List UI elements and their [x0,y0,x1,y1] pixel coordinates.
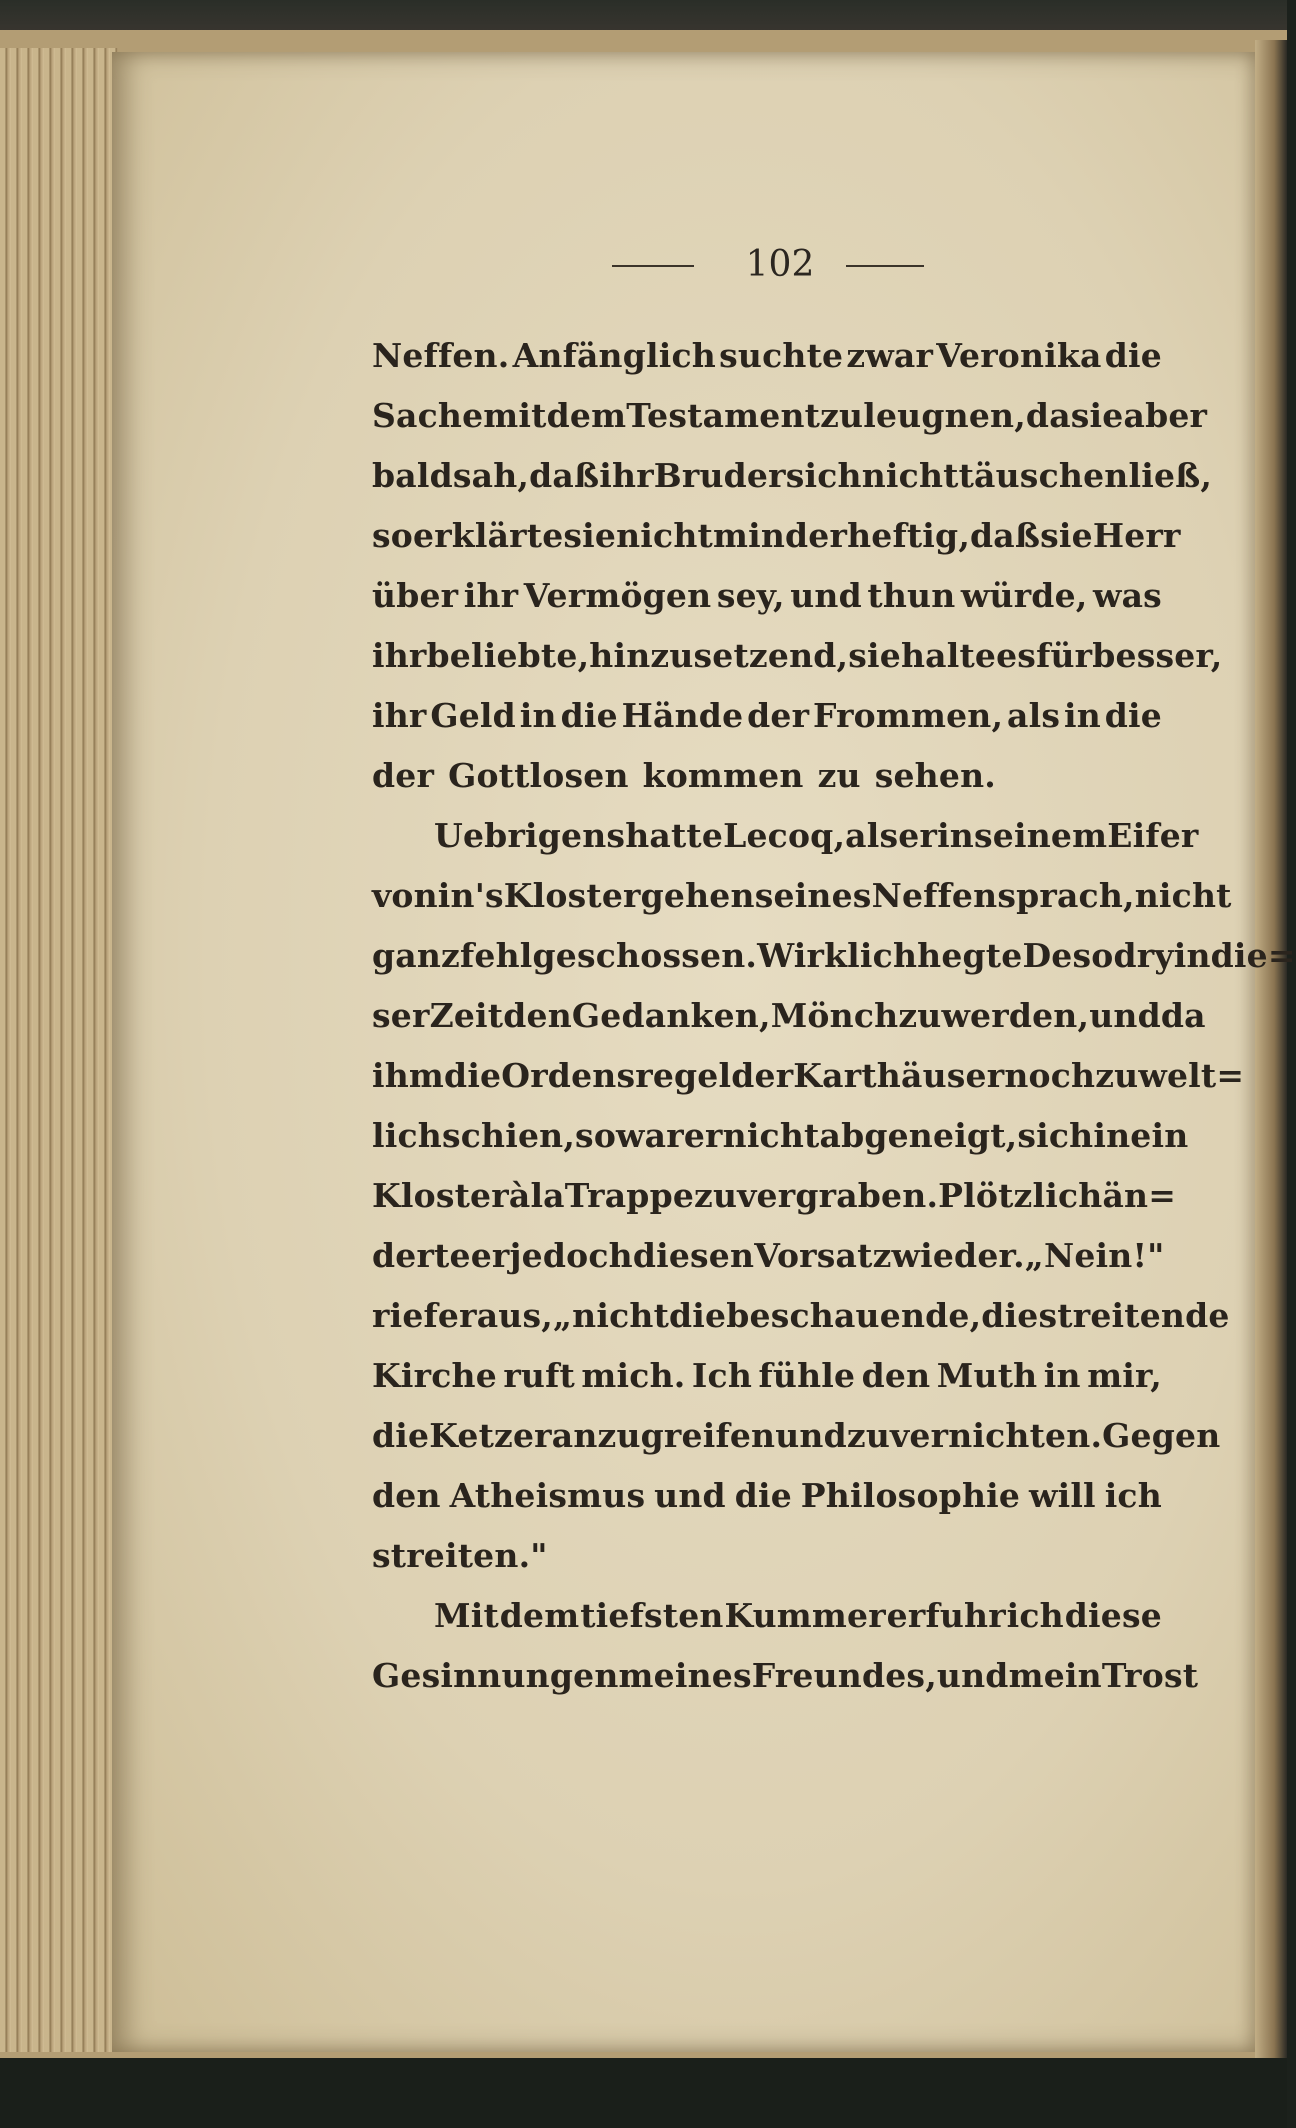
word: diese [1064,1596,1162,1635]
word: Lecoq, [723,816,846,855]
word: daß [970,516,1041,555]
word: die [444,1056,502,1095]
word: will [1028,1476,1096,1515]
word: den [861,1356,931,1395]
word: abgeneigt, [819,1116,1018,1155]
word: Wirklich [757,936,918,975]
word: Ich [691,1356,753,1395]
word: sprach, [997,876,1135,915]
word: ich [1104,1476,1162,1515]
word: in [1043,1356,1081,1395]
word: die [669,1296,727,1335]
word: hegte [917,936,1023,975]
word: war [616,1116,684,1155]
word: er [683,1116,723,1155]
word: und [936,1656,1009,1695]
word: Veronika [936,336,1102,375]
word: derte [372,1236,471,1275]
word: noch [1004,1056,1096,1095]
word: für [1036,636,1093,675]
word: erfuhr [886,1596,1006,1635]
word: als [1007,696,1061,735]
word: ihr [372,696,427,735]
word: nicht [616,516,713,555]
word: nicht [722,1116,820,1155]
word: Mit [434,1596,499,1635]
word: und [654,1476,726,1515]
word: beliebte, [426,636,590,675]
word: in [1093,1116,1131,1155]
word: die [981,1296,1039,1335]
text-line [372,506,1181,566]
page-header [0,240,1287,290]
word: zu [898,996,942,1035]
word: jedoch [509,1236,633,1275]
word: der [747,696,810,735]
word: kommen [642,756,804,795]
word: thun [867,576,956,615]
word: Trappe [564,1176,695,1215]
word: ihm [372,1056,445,1095]
word: den [503,996,572,1035]
word: zu [817,756,861,795]
word: minder [712,516,848,555]
text-line [372,1466,1162,1526]
text-line [372,446,1213,506]
page-spine [1255,40,1287,2060]
text-line [372,1166,1177,1226]
word: der [731,1056,794,1095]
word: zu [694,1176,738,1215]
word: halte [900,636,997,675]
word: die [1104,696,1162,735]
word: schien, [441,1116,576,1155]
word: Mönch [770,996,899,1035]
word: Kirche [372,1356,497,1395]
word: die [372,1416,430,1455]
word: seinem [974,816,1108,855]
text-line [372,566,1162,626]
word: nicht [861,456,959,495]
word: Uebrigens [434,816,626,855]
word: leugnen, [863,396,1026,435]
word: Gottlosen [448,756,629,795]
word: Vermögen [523,576,712,615]
text-line [372,866,1232,926]
word: Eifer [1107,816,1199,855]
word: ruft [503,1356,575,1395]
word: in [1063,696,1101,735]
word: würde, [960,576,1088,615]
word: Vorsatz [754,1236,892,1275]
word: Trost [1101,1656,1199,1695]
word: mir, [1087,1356,1162,1395]
word: Philosophie [800,1476,1021,1515]
text-line [372,986,1206,1046]
word: Gegen [1102,1416,1221,1455]
word: Herr [1092,516,1181,555]
word: anzugreifen [551,1416,776,1455]
word: Anfänglich [512,336,716,375]
word: hinzusetzend, [589,636,849,675]
word: erklärte [413,516,564,555]
word: wieder. [891,1236,1025,1275]
word: tiefsten [580,1596,724,1635]
word: der [372,756,435,795]
word: lich [372,1116,442,1155]
word: Gesinnungen [372,1656,619,1695]
word: Testament [626,396,821,435]
word: Freundes, [751,1656,937,1695]
word: än= [1102,1176,1177,1215]
text-line [372,746,1162,806]
word: mit [483,396,547,435]
word: Frommen, [813,696,1004,735]
word: bald [372,456,453,495]
word: ihr [599,456,654,495]
word: Zeit [429,996,504,1035]
text-line [372,326,1162,386]
word: als [845,816,899,855]
word: sie [848,636,901,675]
word: zu [1095,1056,1139,1095]
word: Muth [936,1356,1038,1395]
word: vergraben. [737,1176,939,1215]
word: werden, [941,996,1090,1035]
word: diesen [632,1236,755,1275]
word: und [775,1416,847,1455]
word: streitende [1038,1296,1230,1335]
word: er [898,816,938,855]
word: Neffen [871,876,998,915]
word: da [1160,996,1206,1035]
word: die [560,696,618,735]
text-line [372,926,1296,986]
word: welt= [1138,1056,1245,1095]
word: Ordensregel [501,1056,732,1095]
word: sah, [452,456,530,495]
word: „nicht [552,1296,670,1335]
word: die [734,1476,792,1515]
word: sie [1040,516,1093,555]
text-line [372,1586,1162,1646]
word: was [1092,576,1162,615]
text-line [372,1106,1189,1166]
word: in [1173,936,1211,975]
word: in [519,696,557,735]
word: Neffen. [372,336,510,375]
word: dem [499,1596,580,1635]
page-number: 102 [745,244,815,285]
word: die [1104,336,1162,375]
word: ihr [463,576,519,615]
scan-background-bottom [0,2058,1287,2128]
word: er [470,1236,510,1275]
word: Atheismus [449,1476,646,1515]
word: Ketzer [429,1416,552,1455]
word: streiten." [372,1536,548,1575]
word: heftig, [847,516,971,555]
word: besser, [1092,636,1223,675]
word: Bruder [653,456,786,495]
word: fehlgeschossen. [460,936,758,975]
text-line [372,1406,1221,1466]
word: Kloster [372,1176,509,1215]
text-line [372,686,1162,746]
text-line [372,386,1208,446]
word: Klostergehen [503,876,755,915]
word: sehen. [874,756,996,795]
word: von [372,876,438,915]
word: sie [1070,396,1124,435]
word: mich. [581,1356,686,1395]
word: Gedanken, [571,996,771,1035]
text-line [372,1046,1245,1106]
text-line [372,1286,1230,1346]
word: aus, [476,1296,553,1335]
word: und [790,576,862,615]
word: dem [546,396,627,435]
word: mein [1008,1656,1102,1695]
word: in [937,816,974,855]
word: „Nein!" [1024,1236,1165,1275]
word: seines [754,876,872,915]
word: zu [820,396,864,435]
word: in's [437,876,504,915]
word: nicht [1134,876,1232,915]
header-rule-left [612,265,694,267]
word: ich [1006,1596,1064,1635]
text-line [372,1526,1162,1586]
word: Plötzlich [938,1176,1103,1215]
word: da [1025,396,1071,435]
word: so [372,516,413,555]
body-text [372,326,1296,1706]
word: und [1089,996,1161,1035]
header-rule-right [846,265,924,267]
word: Karthäuser [793,1056,1005,1095]
word: rief [372,1296,438,1335]
word: Desodry [1022,936,1174,975]
word: meines [618,1656,752,1695]
word: die= [1210,936,1296,975]
word: Kummer [724,1596,886,1635]
word: sich [1017,1116,1094,1155]
word: la [530,1176,565,1215]
word: über [372,576,459,615]
word: hatte [625,816,724,855]
text-line [372,806,1199,866]
word: beschauende, [726,1296,982,1335]
word: ein [1130,1116,1189,1155]
word: fühle [758,1356,856,1395]
word: sey, [716,576,785,615]
word: täuschen [958,456,1129,495]
word: sie [563,516,617,555]
text-line [372,1646,1199,1706]
word: zu [846,1416,891,1455]
word: aber [1123,396,1208,435]
word: den [372,1476,441,1515]
word: Geld [430,696,516,735]
word: er [437,1296,477,1335]
word: zwar [846,336,934,375]
word: ganz [372,936,460,975]
word: ihr [372,636,427,675]
word: es [996,636,1037,675]
word: Hände [621,696,744,735]
word: à [508,1176,531,1215]
word: Sache [372,396,484,435]
text-line [372,626,1223,686]
word: so [575,1116,617,1155]
word: daß [529,456,600,495]
word: sich [785,456,862,495]
text-line [372,1346,1162,1406]
word: vernichten. [890,1416,1103,1455]
word: ließ, [1128,456,1213,495]
word: suchte [719,336,844,375]
text-line [372,1226,1165,1286]
page-edges [0,48,118,2052]
word: ser [372,996,430,1035]
